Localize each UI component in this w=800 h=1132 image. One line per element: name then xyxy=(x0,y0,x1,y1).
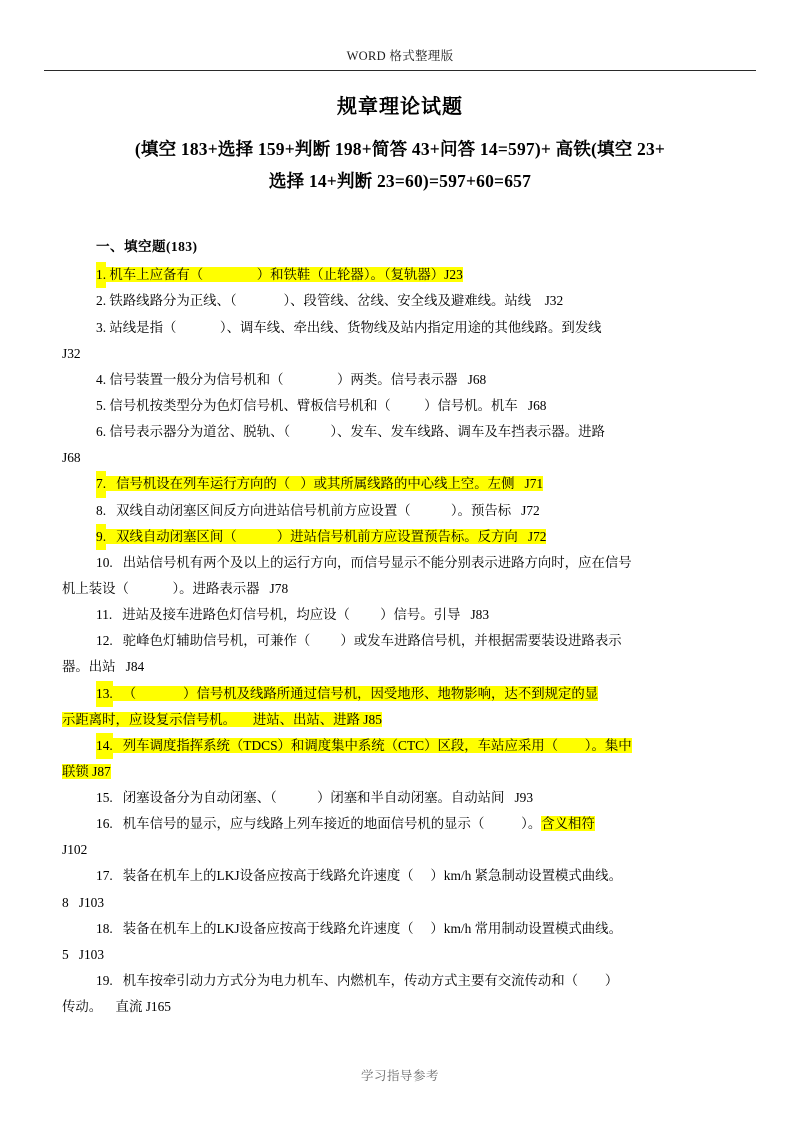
question-number: 17. xyxy=(96,868,113,884)
question-number: 8. xyxy=(96,502,107,518)
question-number-gap xyxy=(113,973,123,988)
question-text: 双线自动闭塞区间（ ）进站信号机前方应设置预告标。反方向 J72 xyxy=(116,528,547,544)
question-number: 15. xyxy=(96,790,113,806)
question-text: 铁路线路分为正线、（ ）、段管线、岔线、安全线及避难线。站线 J32 xyxy=(109,293,564,309)
header-divider xyxy=(44,70,756,71)
footer-text: 学习指导参考 xyxy=(360,1069,439,1083)
question-item xyxy=(96,811,738,837)
question-text: 信号机按类型分为色灯信号机、臂板信号机和（ ）信号机。机车 J68 xyxy=(109,397,547,413)
question-item xyxy=(96,628,738,654)
question-item xyxy=(96,262,738,288)
question-text: 机车按牵引动力方式分为电力机车、内燃机车，传动方式主要有交流传动和（ ） xyxy=(122,973,619,989)
question-number-gap xyxy=(113,921,123,936)
question-item xyxy=(96,524,738,550)
question-continuation xyxy=(62,341,738,367)
question-number-gap xyxy=(113,633,123,648)
question-number-gap xyxy=(113,686,123,701)
question-continuation-text: 示距离时，应设复示信号机。 进站、出站、进路 J85 xyxy=(62,711,382,727)
question-number-gap xyxy=(106,503,116,518)
question-item xyxy=(96,968,738,994)
question-text: 信号装置一般分为信号机和（ ）两类。信号表示器 J68 xyxy=(109,371,487,387)
question-item xyxy=(96,315,738,341)
question-text: 列车调度指挥系统（TDCS）和调度集中系统（CTC）区段，车站应采用（ ）。集中 xyxy=(122,737,632,753)
question-number: 1. xyxy=(96,262,106,288)
running-header xyxy=(0,0,800,65)
question-text: 装备在机车上的LKJ设备应按高于线路允许速度（ ）km/h 常用制动设置模式曲线。 xyxy=(122,920,622,936)
question-text: 出站信号机有两个及以上的运行方向，而信号显示不能分别表示进路方向时，应在信号 xyxy=(122,554,632,570)
question-number-gap xyxy=(113,555,123,570)
question-text: （ ）信号机及线路所通过信号机，因受地形、地物影响，达不到规定的显 xyxy=(122,685,599,701)
subtitle-line-1: (填空 183+选择 159+判断 198+简答 43+问答 14=597)+ 高铁(填空 23+ xyxy=(134,139,666,159)
question-item xyxy=(96,681,738,707)
question-continuation-text: J68 xyxy=(62,450,81,466)
question-item xyxy=(96,393,738,419)
page-title: 规章理论试题 xyxy=(337,96,463,118)
question-continuation-text: 5 J103 xyxy=(62,946,105,962)
question-number: 6. xyxy=(96,424,107,440)
question-answer-highlight: 含义相符 xyxy=(541,816,595,832)
question-continuation-text: J102 xyxy=(62,842,88,858)
question-number: 12. xyxy=(96,633,113,649)
question-continuation xyxy=(62,994,738,1020)
question-number: 4. xyxy=(96,371,107,387)
question-number: 18. xyxy=(96,920,113,936)
question-continuation-text: 8 J103 xyxy=(62,894,105,910)
question-number-gap xyxy=(112,607,122,622)
question-continuation-text: 联锁 J87 xyxy=(62,763,111,779)
running-footer xyxy=(0,1066,800,1084)
question-continuation xyxy=(62,759,738,785)
question-continuation-text: 机上装设（ ）。进路表示器 J78 xyxy=(62,580,289,596)
question-text: 站线是指（ ）、调车线、牵出线、货物线及站内指定用途的其他线路。到发线 xyxy=(109,319,602,335)
question-number: 10. xyxy=(96,554,113,570)
question-text: 信号表示器分为道岔、脱轨、（ ）、发车、发车线路、调车及车挡表示器。进路 xyxy=(109,424,605,440)
question-number: 7. xyxy=(96,471,106,497)
question-continuation xyxy=(62,576,738,602)
question-continuation xyxy=(62,445,738,471)
question-item xyxy=(96,550,738,576)
question-number-gap xyxy=(113,868,123,883)
question-item xyxy=(96,602,738,628)
question-item xyxy=(96,419,738,445)
question-number: 2. xyxy=(96,293,107,309)
question-number-gap xyxy=(113,790,123,805)
question-item xyxy=(96,916,738,942)
question-number-gap xyxy=(106,529,116,544)
question-item xyxy=(96,367,738,393)
question-text: 机车上应备有（ ）和铁鞋（止轮器）。（复轨器）J23 xyxy=(109,267,463,283)
question-continuation-text: 传动。 直流 J165 xyxy=(62,999,171,1015)
question-item xyxy=(96,471,738,497)
header-text: WORD 格式整理版 xyxy=(346,49,454,63)
question-number: 5. xyxy=(96,397,107,413)
question-continuation xyxy=(62,707,738,733)
question-number: 13. xyxy=(96,681,113,707)
question-number-gap xyxy=(113,816,123,831)
questions-host xyxy=(62,262,738,1020)
question-continuation xyxy=(62,942,738,968)
question-text: 机车信号的显示，应与线路上列车接近的地面信号机的显示（ ）。 xyxy=(122,816,542,832)
subtitle-line-2: 选择 14+判断 23=60)=597+60=657 xyxy=(268,171,532,192)
page-subtitle xyxy=(66,133,734,198)
question-text: 信号机设在列车运行方向的（ ）或其所属线路的中心线上空。左侧 J71 xyxy=(116,476,544,492)
question-number: 16. xyxy=(96,816,113,832)
question-number-gap xyxy=(106,476,116,491)
question-number: 3. xyxy=(96,319,107,335)
question-text: 进站及接车进路色灯信号机，均应设（ ）信号。引导 J83 xyxy=(122,607,490,623)
question-item xyxy=(96,733,738,759)
question-item xyxy=(96,288,738,314)
question-text: 装备在机车上的LKJ设备应按高于线路允许速度（ ）km/h 紧急制动设置模式曲线。 xyxy=(122,868,622,884)
question-item xyxy=(96,498,738,524)
question-number: 14. xyxy=(96,733,113,759)
question-item xyxy=(96,863,738,889)
question-list xyxy=(62,234,738,1021)
question-continuation-text: 器。出站 J84 xyxy=(62,659,145,675)
question-item xyxy=(96,785,738,811)
question-continuation xyxy=(62,890,738,916)
question-continuation xyxy=(62,654,738,680)
question-number: 9. xyxy=(96,524,106,550)
section-heading: 一、填空题(183) xyxy=(96,238,198,254)
question-text: 驼峰色灯辅助信号机，可兼作（ ）或发车进路信号机，并根据需要装设进路表示 xyxy=(122,633,622,649)
question-text: 双线自动闭塞区间反方向进站信号机前方应设置（ ）。预告标 J72 xyxy=(116,502,540,518)
question-number: 19. xyxy=(96,973,113,989)
question-number: 11. xyxy=(96,607,113,623)
question-text: 闭塞设备分为自动闭塞、（ ）闭塞和半自动闭塞。自动站间 J93 xyxy=(122,790,534,806)
question-number-gap xyxy=(113,738,123,753)
question-continuation-text: J32 xyxy=(62,345,81,361)
question-continuation xyxy=(62,837,738,863)
